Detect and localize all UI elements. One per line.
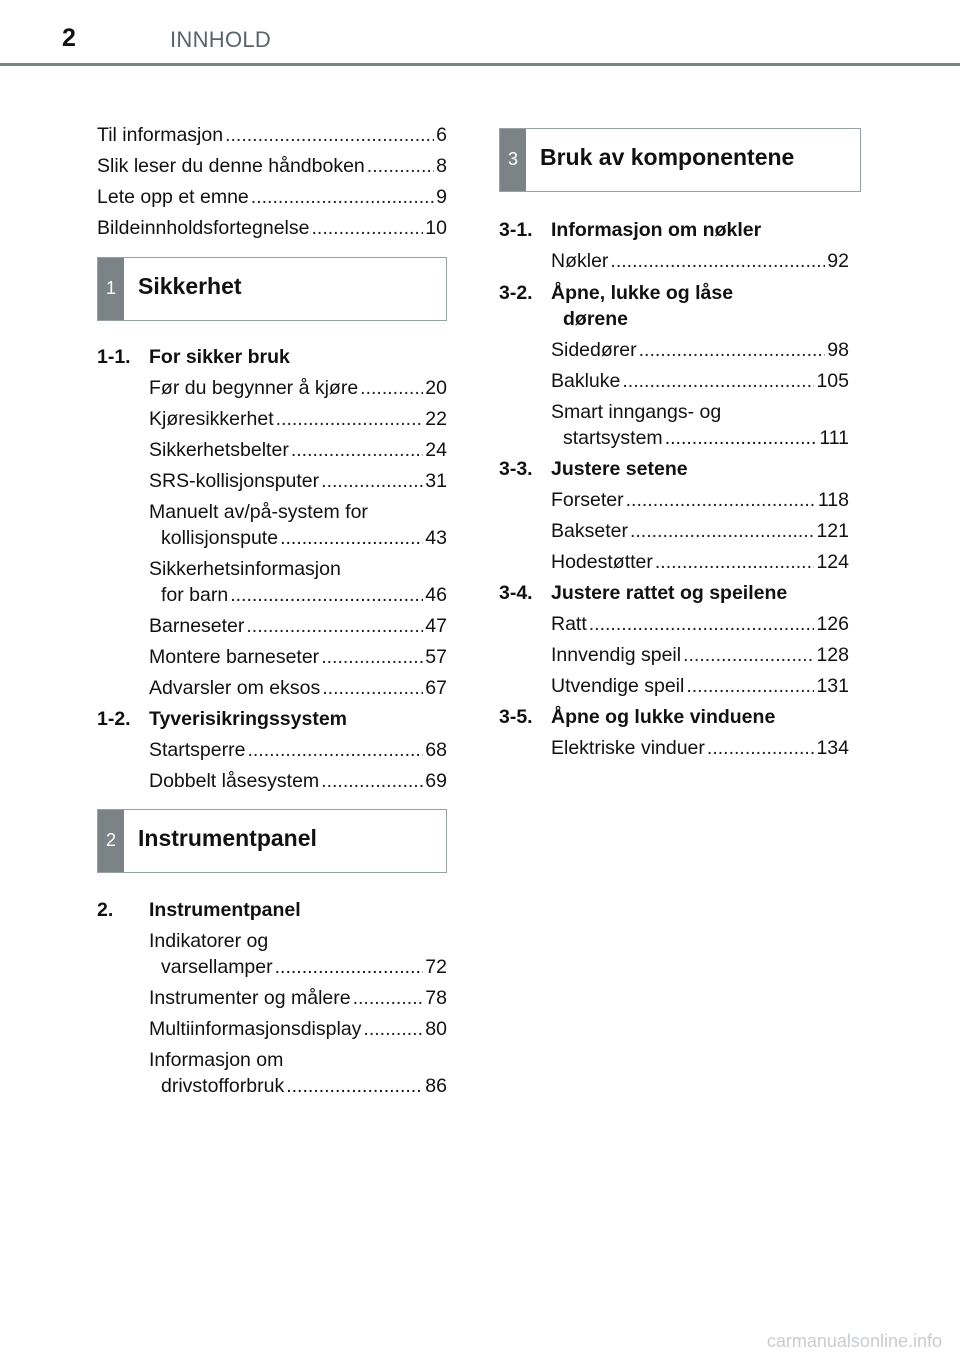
toc-entry[interactable]: Barneseter ..... 47 xyxy=(149,611,447,642)
chapter-3-box[interactable] xyxy=(499,128,861,192)
chapter-title: Bruk av komponentene xyxy=(540,143,795,170)
toc-entry[interactable]: Sikkerhetsinformasjon for barn ..... 46 xyxy=(149,554,447,611)
toc-entry[interactable]: Hodestøtter ..... 124 xyxy=(551,547,849,578)
toc-entry[interactable]: Forseter ..... 118 xyxy=(551,485,849,516)
toc-entry[interactable]: Ratt ..... 126 xyxy=(551,609,849,640)
toc-entry[interactable]: Manuelt av/på-system for kollisjonspute ..... 43 xyxy=(149,497,447,554)
toc-entry[interactable]: Montere barneseter ..... 57 xyxy=(149,642,447,673)
section-heading[interactable]: 3-4. Justere rattet og speilene xyxy=(499,582,788,604)
section-heading[interactable]: 3-1. Informasjon om nøkler xyxy=(499,219,762,241)
toc-entry[interactable]: Lete opp et emne ..... 9 xyxy=(97,182,447,213)
chapter-1-box[interactable] xyxy=(97,257,447,321)
page-number: 2 xyxy=(62,24,76,52)
chapter-3-sections xyxy=(499,215,849,764)
toc-entry[interactable]: Advarsler om eksos ..... 67 xyxy=(149,673,447,704)
chapter-number-tab: 2 xyxy=(98,810,124,872)
section-heading[interactable]: 3-3. Justere setene xyxy=(499,458,688,480)
toc-entry[interactable]: Før du begynner å kjøre ..... 20 xyxy=(149,373,447,404)
toc-entry[interactable]: Smart inngangs- og startsystem ..... 111 xyxy=(551,397,849,454)
chapter-2-sections xyxy=(97,895,447,1102)
chapter-1-sections xyxy=(97,342,447,797)
section-heading[interactable]: 2. Instrumentpanel xyxy=(97,899,301,921)
chapter-number-tab: 1 xyxy=(98,258,124,320)
watermark: carmanualsonline.info xyxy=(766,1331,942,1351)
intro-list xyxy=(97,120,447,244)
toc-entry[interactable]: Elektriske vinduer ..... 134 xyxy=(551,733,849,764)
toc-entry[interactable]: Nøkler ..... 92 xyxy=(551,246,849,277)
toc-entry[interactable]: SRS-kollisjonsputer ..... 31 xyxy=(149,466,447,497)
toc-entry[interactable]: Dobbelt låsesystem ..... 69 xyxy=(149,766,447,797)
section-heading[interactable]: 3-5. Åpne og lukke vinduene xyxy=(499,706,776,728)
chapter-number-tab: 3 xyxy=(500,129,526,191)
chapter-title: Sikkerhet xyxy=(138,272,242,299)
toc-entry[interactable]: Utvendige speil ..... 131 xyxy=(551,671,849,702)
page-title: INNHOLD xyxy=(170,27,272,52)
toc-entry[interactable]: Sidedører ..... 98 xyxy=(551,335,849,366)
toc-left-column xyxy=(97,120,447,1102)
toc-entry[interactable]: Til informasjon ..... 6 xyxy=(97,120,447,151)
toc-entry[interactable]: Kjøresikkerhet ..... 22 xyxy=(149,404,447,435)
toc-entry[interactable]: Bakseter ..... 121 xyxy=(551,516,849,547)
toc-entry[interactable]: Startsperre ..... 68 xyxy=(149,735,447,766)
toc-entry[interactable]: Bakluke ..... 105 xyxy=(551,366,849,397)
chapter-2-box[interactable] xyxy=(97,809,447,873)
header-divider xyxy=(0,63,960,66)
page-header xyxy=(0,0,960,68)
toc-entry[interactable]: Instrumenter og målere ..... 78 xyxy=(149,983,447,1014)
toc-entry[interactable]: Multiinformasjonsdisplay ..... 80 xyxy=(149,1014,447,1045)
toc-right-column xyxy=(499,128,861,764)
toc-entry[interactable]: Indikatorer og varsellamper ..... 72 xyxy=(149,926,447,983)
section-heading[interactable]: 3-2. Åpne, lukke og låse dørene xyxy=(499,282,734,330)
toc-entry[interactable]: Informasjon om drivstofforbruk ..... 86 xyxy=(149,1045,447,1102)
toc-entry[interactable]: Bildeinnholdsfortegnelse ..... 10 xyxy=(97,213,447,244)
section-heading[interactable]: 1-2. Tyverisikringssystem xyxy=(97,708,347,730)
chapter-title: Instrumentpanel xyxy=(138,824,317,851)
toc-entry[interactable]: Slik leser du denne håndboken ..... 8 xyxy=(97,151,447,182)
toc-entry[interactable]: Sikkerhetsbelter ..... 24 xyxy=(149,435,447,466)
section-heading[interactable]: 1-1. For sikker bruk xyxy=(97,346,290,368)
toc-entry[interactable]: Innvendig speil ..... 128 xyxy=(551,640,849,671)
